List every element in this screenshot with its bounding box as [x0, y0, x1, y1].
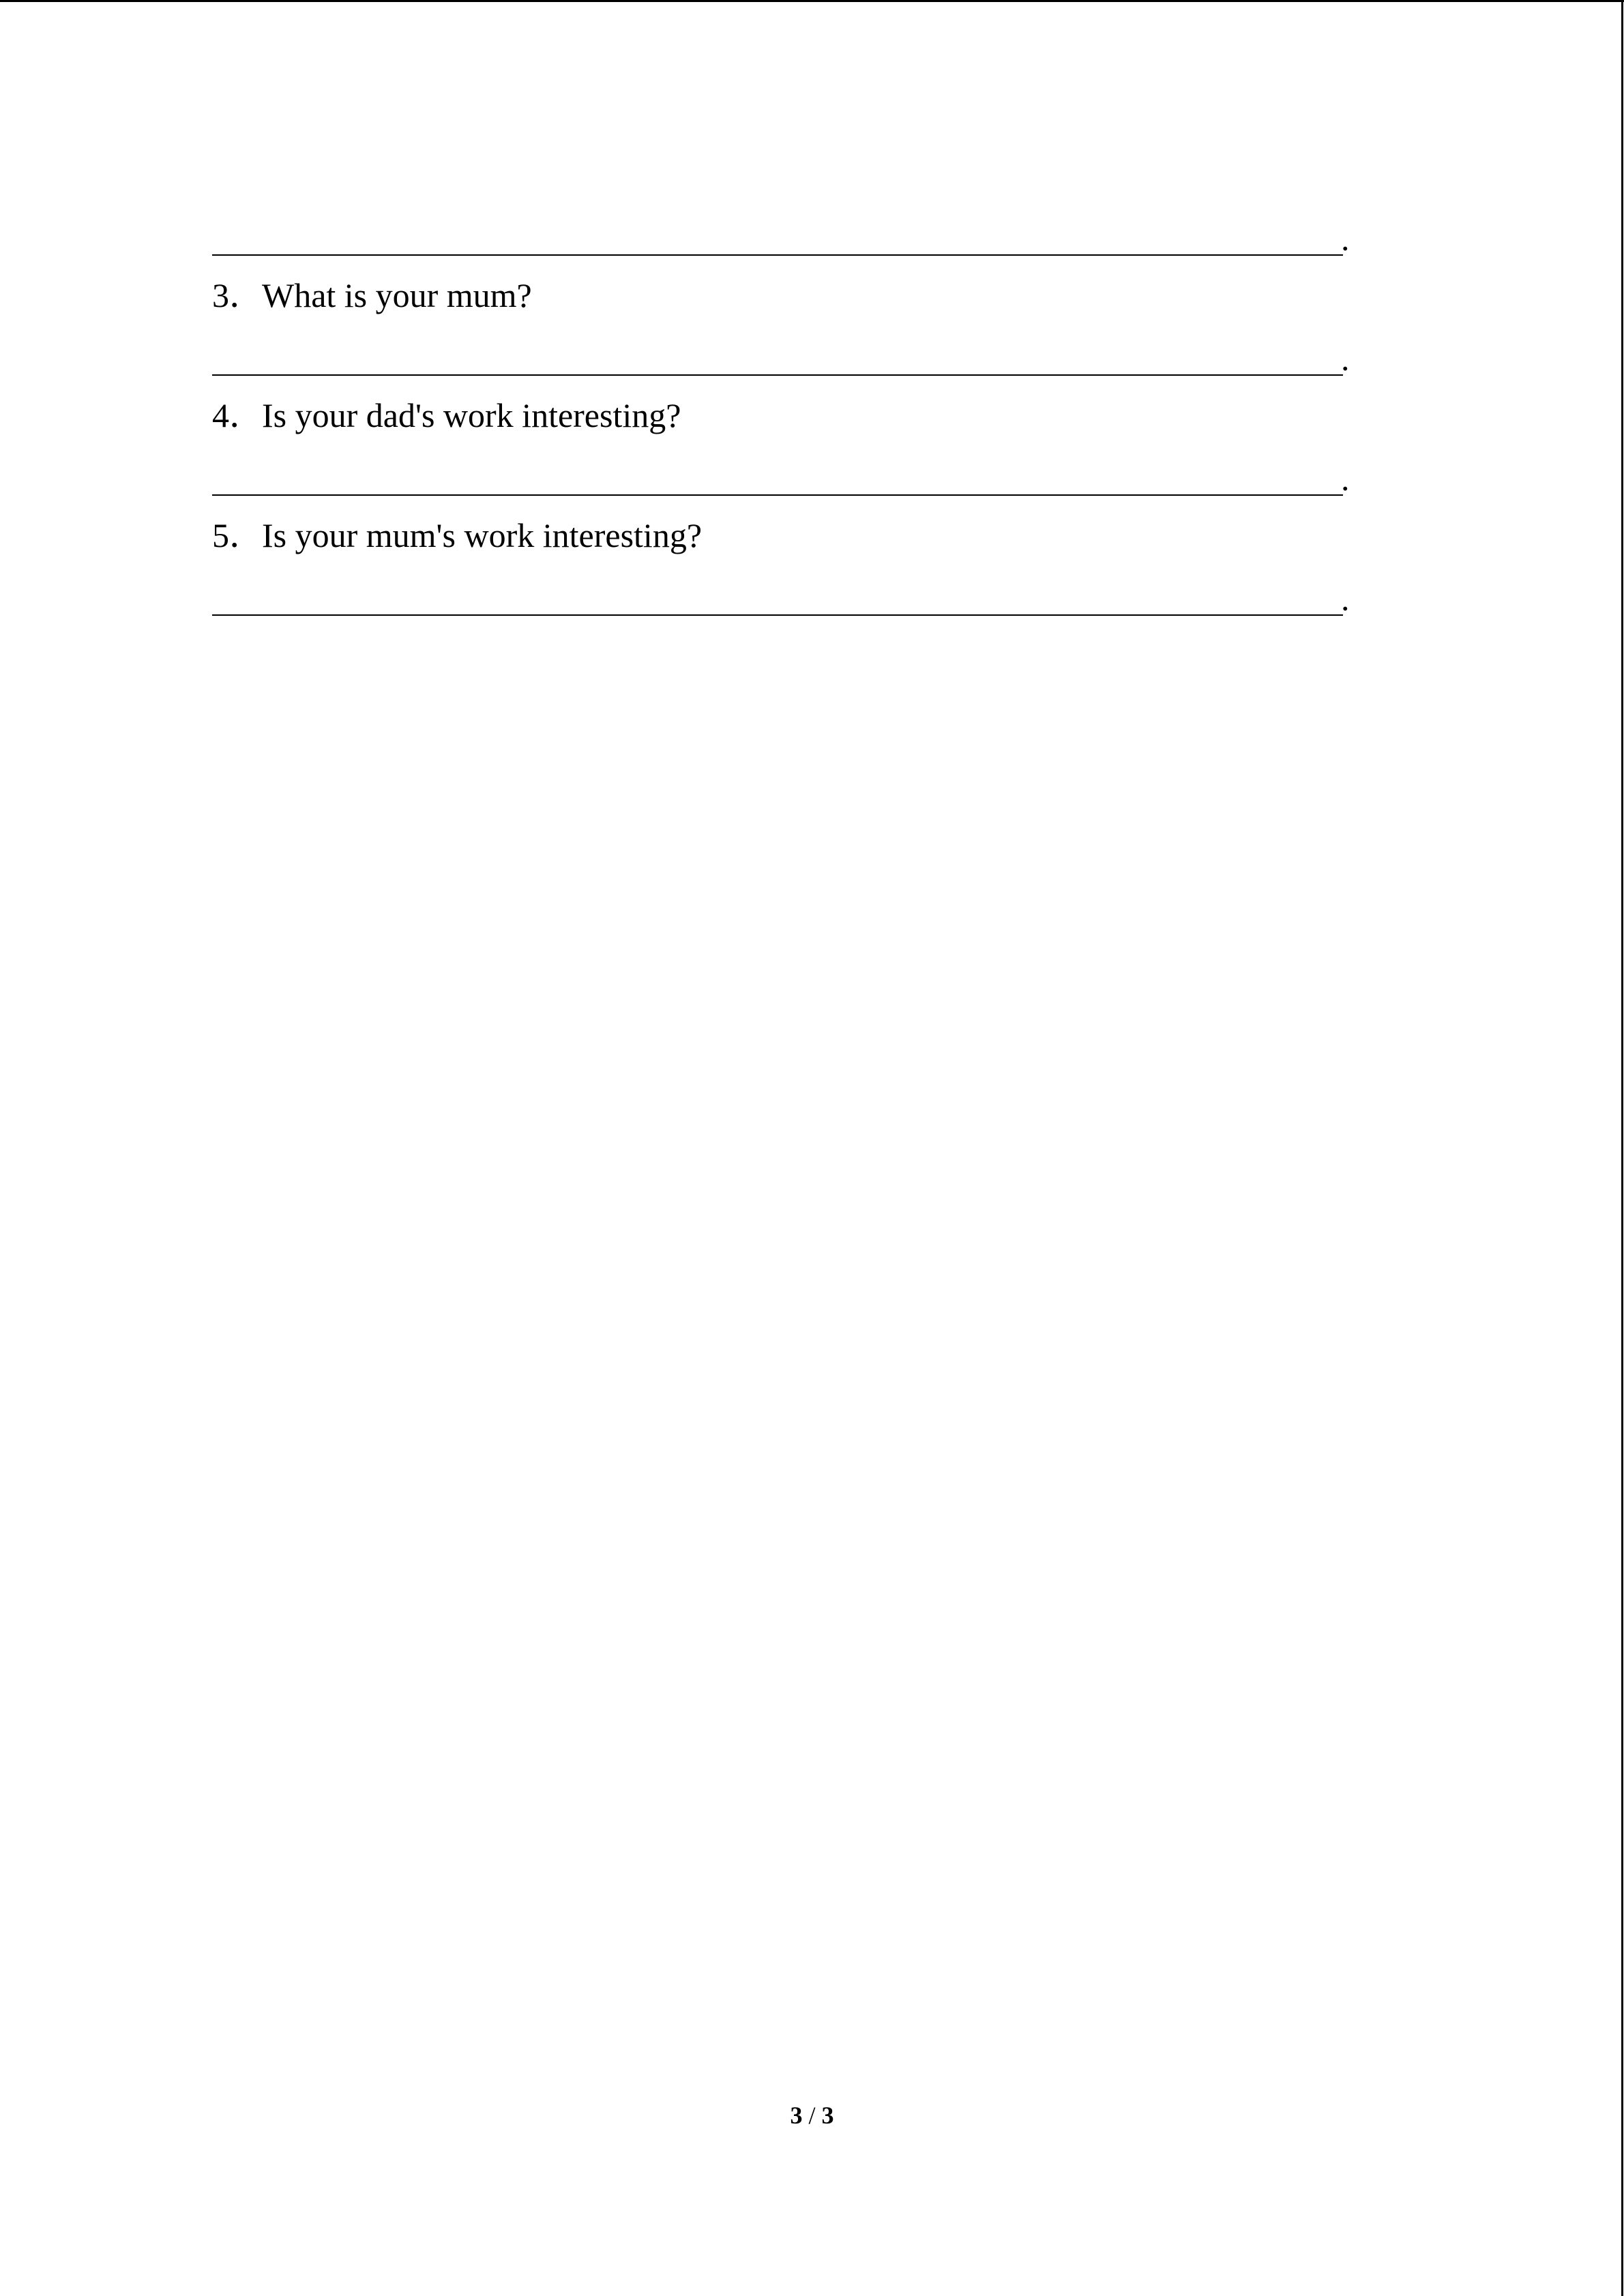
- page-top-border: [0, 0, 1624, 2]
- answer-line-4[interactable]: [212, 494, 1343, 496]
- question-text: Is your mum's work interesting?: [262, 516, 703, 554]
- answer-line-3[interactable]: [212, 374, 1343, 376]
- question-4: [212, 395, 681, 436]
- answer-period-4: .: [1341, 460, 1350, 498]
- question-3: [212, 275, 532, 316]
- current-page: 3: [790, 2102, 803, 2129]
- page-right-border: [1621, 0, 1623, 2296]
- page-number: [0, 2100, 1624, 2130]
- answer-period-5: .: [1341, 580, 1350, 618]
- answer-period-2: .: [1341, 220, 1350, 258]
- question-text: What is your mum?: [262, 276, 532, 314]
- question-number: 3．: [212, 276, 263, 314]
- answer-line-2[interactable]: [212, 254, 1343, 256]
- answer-line-5[interactable]: [212, 614, 1343, 616]
- total-pages: 3: [821, 2102, 834, 2129]
- answer-period-3: .: [1341, 340, 1350, 378]
- question-number: 4．: [212, 396, 263, 434]
- question-number: 5．: [212, 516, 263, 554]
- page-separator: /: [802, 2102, 822, 2129]
- question-5: [212, 515, 702, 556]
- question-text: Is your dad's work interesting?: [262, 396, 681, 434]
